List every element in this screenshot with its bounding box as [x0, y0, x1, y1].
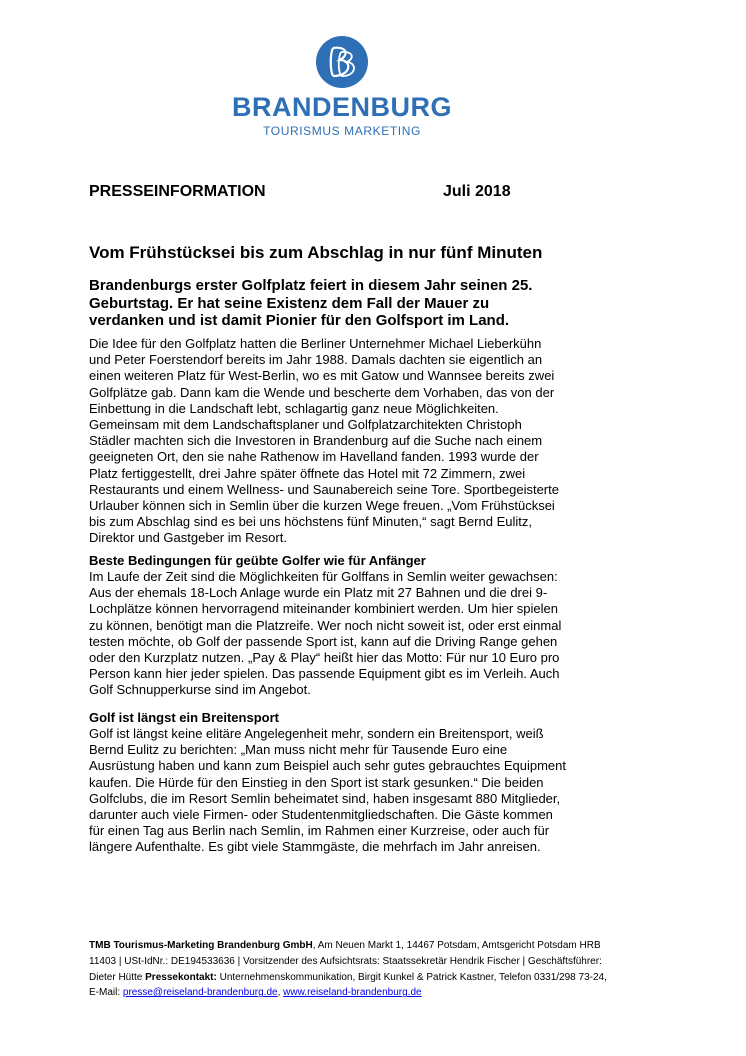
section-heading-conditions: Beste Bedingungen für geübte Golfer wie für Anfänger — [89, 553, 426, 568]
text-line: Die Idee für den Golfplatz hatten die Berliner Unternehmer Michael Lieberkühn — [89, 336, 542, 351]
brand-name: BRANDENBURG — [232, 92, 452, 122]
text-line: Aus der ehemals 18-Loch Anlage wurde ein Platz mit 27 Bahnen und die drei 9- — [89, 585, 548, 601]
text-line: testen möchte, ob Golf der passende Sport ist, kann auf die Driving Range gehen — [89, 633, 558, 649]
text-line: Einbettung in die Landschaft lebt, schlagartig ganz neue Möglichkeiten. — [89, 400, 499, 416]
brand-subtitle: TOURISMUS MARKETING — [263, 124, 421, 138]
text-line: kaufen. Die Hürde für den Einstieg in den Sport ist stark gesunken.“ Die beiden — [89, 774, 544, 790]
text-line: Direktor und Gastgeber im Resort. — [89, 530, 287, 546]
website-link[interactable]: www.reiseland-brandenburg.de — [283, 987, 422, 999]
email-link[interactable]: presse@reiseland-brandenburg.de — [122, 987, 278, 999]
text-line: geeigneten Ort, den sie nahe Rathenow im Havelland fanden. 1993 wurde der — [89, 449, 539, 465]
footer-imprint — [89, 938, 609, 1001]
text-line: Gemeinsam mit dem Landschaftsplaner und Golfplatzarchitekten Christoph — [89, 417, 522, 433]
headline: Vom Frühstücksei bis zum Abschlag in nur fünf Minuten — [89, 243, 543, 262]
section-heading-breitensport: Golf ist längst ein Breitensport — [89, 710, 279, 725]
text-line: Bernd Eulitz zu berichten: „Man muss nicht mehr für Tausende Euro eine — [89, 742, 508, 758]
document-type: PRESSEINFORMATION — [89, 183, 266, 200]
text-line: Lochplätze können hervorragend miteinander kombiniert werden. Um hier spielen — [89, 601, 558, 617]
bb-monogram-logo-icon — [316, 36, 368, 88]
text-line: Golfclubs, die im Resort Semlin beheimatet sind, haben insgesamt 880 Mitglieder, — [89, 790, 561, 806]
text-line: Golfplätze gab. Dann kam die Wende und bescherte dem Vorhaben, das von der — [89, 384, 555, 400]
paragraph-conditions — [89, 569, 669, 699]
text-line: Golf ist längst keine elitäre Angelegenheit mehr, sondern ein Breitensport, weiß — [89, 726, 544, 741]
text-line: Platz fertiggestellt, drei Jahre später öffnete das Hotel mit 72 Zimmern, zwei — [89, 465, 526, 481]
document-date: Juli 2018 — [443, 183, 511, 200]
footer-contact-label: Pressekontakt: — [145, 971, 217, 983]
paragraph-breitensport — [89, 726, 669, 856]
lead-paragraph: Brandenburgs erster Golfplatz feiert in diesem Jahr seinen 25. Geburtstag. Er hat seine Existenz dem Fall der Mauer zu verdanken und ist damit Pionier für den Golfsport im Land. — [89, 277, 533, 329]
text-line: Restaurants und einem Wellness- und Saunabereich seine Tore. Sportbegeisterte — [89, 481, 559, 497]
text-line: Golf Schnupperkurse sind im Angebot. — [89, 682, 311, 698]
footer-separator: , — [277, 987, 281, 999]
text-line: Person kann hier jeder spielen. Das passende Equipment gibt es im Verleih. Auch — [89, 666, 560, 682]
footer-company: TMB Tourismus-Marketing Brandenburg GmbH — [89, 940, 313, 951]
text-line: oder den Kurzplatz nutzen. „Pay & Play“ heißt hier das Motto: Für nur 10 Euro pro — [89, 650, 560, 666]
text-line: darunter auch viele Firmen- oder Studentenmitgliedschaften. Die Gäste kommen — [89, 807, 553, 823]
text-line: bis zum Abschlag sind es bei uns höchstens fünf Minuten,“ sagt Bernd Eulitz, — [89, 514, 532, 530]
text-line: Städler machten sich die Investoren in Brandenburg auf die Suche nach einem — [89, 433, 543, 449]
text-line: längere Aufenthalte. Es gibt viele Stammgäste, die mehrfach im Jahr anreisen. — [89, 839, 541, 855]
paragraph-intro — [89, 336, 669, 547]
text-line: Urlauber können sich in Semlin über die kurzen Wege freuen. „Vom Frühstücksei — [89, 498, 555, 514]
text-line: Im Laufe der Zeit sind die Möglichkeiten für Golffans in Semlin weiter gewachsen: — [89, 569, 558, 584]
footer-text-2: Unternehmenskommunikation, Birgit Kunkel & Patrick Kastner, Telefon 0331/298 73-24, E-Mail: — [89, 971, 607, 999]
footer-text-1: , Am Neuen Markt 1, 14467 Potsdam, Amtsgericht Potsdam HRB 11403 | USt-IdNr.: DE194533636 | Vorsitzender des Aufsichtsrats: Staatssekretär Hendrik Fischer | Geschäftsführer: Dieter Hütte — [89, 940, 602, 983]
text-line: für einen Tag aus Berlin nach Semlin, im Rahmen einer Kurzreise, oder auch für — [89, 823, 550, 839]
text-line: zu können, benötigt man die Platzreife. Wer noch nicht soweit ist, oder erst einmal — [89, 617, 562, 633]
text-line: und Peter Foerstendorf bereits im Jahr 1988. Damals dachten sie eigentlich an — [89, 352, 543, 368]
text-line: einen weiteren Platz für West-Berlin, wo es mit Gatow und Wannsee bereits zwei — [89, 368, 555, 384]
text-line: Ausrüstung haben und kann zum Beispiel auch sehr gutes gebrauchtes Equipment — [89, 758, 566, 774]
